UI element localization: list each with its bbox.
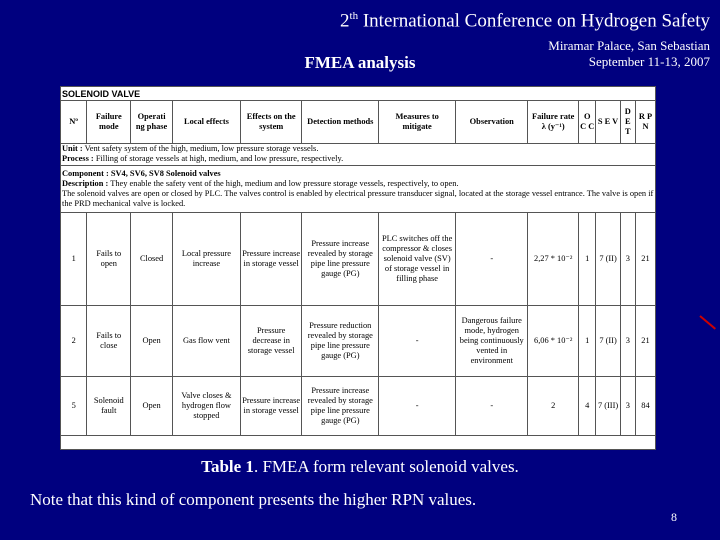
unit-label: Unit : xyxy=(62,144,83,154)
cell-measures: - xyxy=(379,376,456,435)
cell-rate: 6,06 * 10⁻² xyxy=(528,305,578,376)
process-label: Process : xyxy=(62,154,94,164)
col-header-no: Nº xyxy=(61,101,87,144)
cell-detection: Pressure reduction revealed by storage pipe line pressure gauge (PG) xyxy=(302,305,379,376)
cell-sev: 7 (II) xyxy=(596,212,620,305)
description-text: They enable the safety vent of the high, medium and low pressure storage vessels, respectively, to open. xyxy=(108,178,459,188)
cell-local: Local pressure increase xyxy=(172,212,240,305)
unit-text: Vent safety system of the high, medium, low pressure storage vessels. xyxy=(82,144,319,154)
cell-sev: 7 (II) xyxy=(596,305,620,376)
cell-rate: 2,27 * 10⁻² xyxy=(528,212,578,305)
cell-rate: 2 xyxy=(528,376,578,435)
fmea-table xyxy=(60,86,656,450)
cell-system: Pressure increase in storage vessel xyxy=(240,376,301,435)
cell-mode: Solenoid fault xyxy=(87,376,131,435)
cell-measures: - xyxy=(379,305,456,376)
cell-det: 3 xyxy=(620,376,635,435)
col-header-occ: O C C xyxy=(578,101,596,144)
venue-block xyxy=(480,38,710,70)
component-cell xyxy=(61,166,656,213)
cell-system: Pressure increase in storage vessel xyxy=(240,212,301,305)
col-header-sev: S E V xyxy=(596,101,620,144)
cell-detection: Pressure increase revealed by storage pipe line pressure gauge (PG) xyxy=(302,212,379,305)
col-header-detection: Detection methods xyxy=(302,101,379,144)
col-header-failure-mode: Failure mode xyxy=(87,101,131,144)
cell-phase: Open xyxy=(131,305,173,376)
conference-rest: International Conference on Hydrogen Safety xyxy=(358,10,710,32)
table-footer-spacer xyxy=(61,435,656,449)
col-header-rpn: R P N xyxy=(635,101,655,144)
col-header-failure-rate: Failure rate λ (y⁻¹) xyxy=(528,101,578,144)
cell-mode: Fails to open xyxy=(87,212,131,305)
cell-system: Pressure decrease in storage vessel xyxy=(240,305,301,376)
col-header-observation: Observation xyxy=(456,101,528,144)
process-line xyxy=(62,154,654,164)
table-row xyxy=(61,376,656,435)
cell-local: Gas flow vent xyxy=(172,305,240,376)
note-text: Note that this kind of component presents the higher RPN values. xyxy=(30,490,477,509)
col-header-measures: Measures to mitigate xyxy=(379,101,456,144)
cell-det: 3 xyxy=(620,212,635,305)
fmea-table-container xyxy=(60,86,656,450)
component-label: Component : SV4, SV6, SV8 Solenoid valves xyxy=(62,168,221,178)
table-row xyxy=(61,305,656,376)
col-header-det: D E T xyxy=(620,101,635,144)
cell-local: Valve closes & hydrogen flow stopped xyxy=(172,376,240,435)
venue-name: Miramar Palace, San Sebastian xyxy=(548,38,710,53)
cell-rpn: 21 xyxy=(635,305,655,376)
cell-measures: PLC switches off the compressor & closes solenoid valve (SV) of storage vessel in filling phase xyxy=(379,212,456,305)
cell-observation: Dangerous failure mode, hydrogen being continuously vented in environment xyxy=(456,305,528,376)
cell-rpn: 21 xyxy=(635,212,655,305)
decorative-line xyxy=(699,315,716,329)
cell-observation: - xyxy=(456,212,528,305)
cell-no: 1 xyxy=(61,212,87,305)
cell-occ: 1 xyxy=(578,212,596,305)
cell-mode: Fails to close xyxy=(87,305,131,376)
cell-no: 5 xyxy=(61,376,87,435)
venue-dates: September 11-13, 2007 xyxy=(588,54,710,69)
cell-det: 3 xyxy=(620,305,635,376)
process-text: Filling of storage vessels at high, medium, and low pressure, respectively. xyxy=(93,154,344,164)
cell-detection: Pressure increase revealed by storage pipe line pressure gauge (PG) xyxy=(302,376,379,435)
table-header-row xyxy=(61,101,656,144)
caption-text: . FMEA form relevant solenoid valves. xyxy=(253,457,519,476)
cell-rpn: 84 xyxy=(635,376,655,435)
component-line xyxy=(62,169,654,179)
cell-occ: 1 xyxy=(578,305,596,376)
cell-observation: - xyxy=(456,376,528,435)
conference-title xyxy=(300,10,710,32)
caption-label: Table 1 xyxy=(201,457,254,476)
cell-phase: Open xyxy=(131,376,173,435)
unit-line xyxy=(62,144,654,154)
description-more: The solenoid valves are open or closed by PLC. The valves control is enabled by electrical pressure transducer signal, located at the storage vessel entrance. The valve is open if the PRD mechanical valve is locked. xyxy=(62,188,654,208)
page-number: 8 xyxy=(671,510,677,524)
conference-prefix: 2 xyxy=(340,10,350,32)
table-row xyxy=(61,212,656,305)
cell-occ: 4 xyxy=(578,376,596,435)
description-line xyxy=(62,179,654,189)
col-header-local-effects: Local effects xyxy=(172,101,240,144)
cell-no: 2 xyxy=(61,305,87,376)
description-label: Description : xyxy=(62,178,109,188)
cell-phase: Closed xyxy=(131,212,173,305)
table-caption xyxy=(0,457,720,477)
cell-sev: 7 (III) xyxy=(596,376,620,435)
table-title: SOLENOID VALVE xyxy=(61,87,656,101)
conference-sup: th xyxy=(349,10,359,22)
section-title: FMEA analysis xyxy=(304,53,416,72)
col-header-operating-phase: Operati ng phase xyxy=(131,101,173,144)
unit-process-cell xyxy=(61,143,656,165)
col-header-system-effects: Effects on the system xyxy=(240,101,301,144)
